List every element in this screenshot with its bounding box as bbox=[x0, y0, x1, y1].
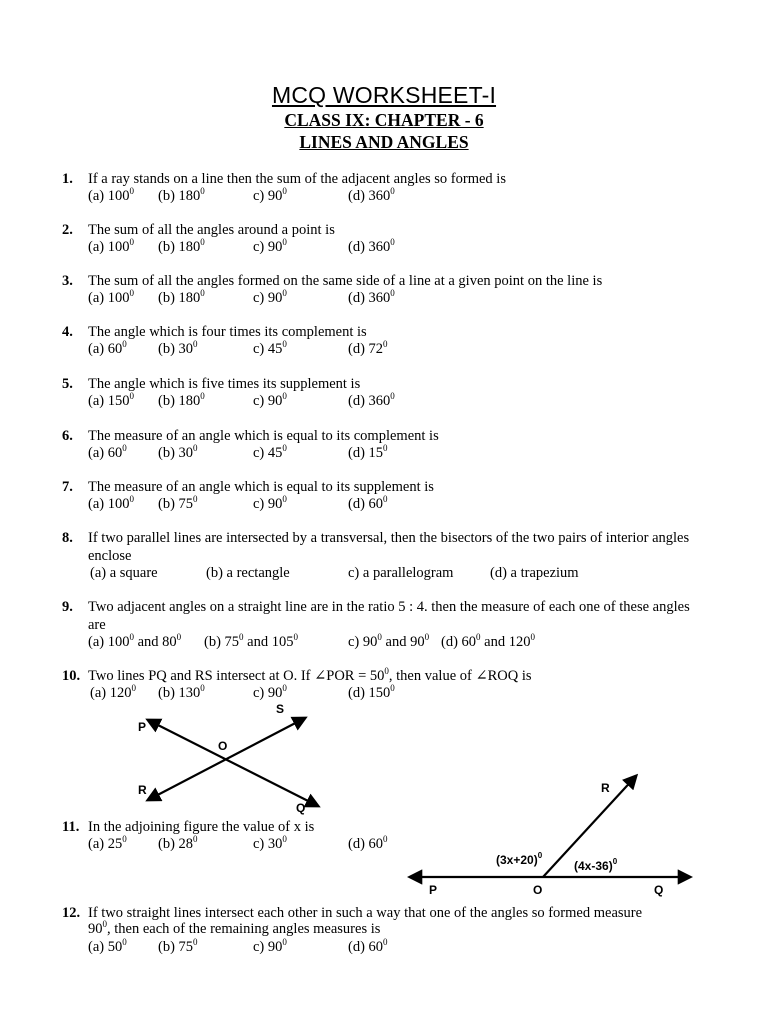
options-row bbox=[88, 289, 708, 307]
option-d: (d) $60^0$ bbox=[348, 834, 388, 852]
label-p: P bbox=[429, 883, 438, 897]
angle-label-left: $(3x+20)^0$ bbox=[496, 851, 543, 867]
question-number: 5. bbox=[62, 376, 73, 392]
option-d: (d) $360^0$ bbox=[348, 186, 395, 204]
option-a: (a) a square bbox=[90, 565, 158, 581]
question-number: 8. bbox=[62, 530, 73, 546]
options-row bbox=[88, 633, 708, 651]
question-number: 3. bbox=[62, 273, 73, 289]
option-c: c) $90^0$ bbox=[253, 683, 287, 701]
option-b: (b) a rectangle bbox=[206, 565, 290, 581]
question-text: Two adjacent angles on a straight line are in the ratio 5 : 4. then the measure of each one of these angles are bbox=[88, 599, 690, 633]
question-text: If two parallel lines are intersected by a transversal, then the bisectors of the two pairs of interior angles enclose bbox=[88, 530, 690, 564]
question-number: 12. bbox=[62, 905, 81, 921]
question-text: The angle which is four times its complement is bbox=[88, 324, 367, 340]
options-row bbox=[88, 187, 708, 205]
label-q: Q bbox=[296, 801, 306, 815]
question-number: 2. bbox=[62, 222, 73, 238]
option-d: (d) $150^0$ bbox=[348, 683, 395, 701]
option-c: c) $90^0$ bbox=[253, 288, 287, 306]
option-c: c) $90^0$ bbox=[253, 237, 287, 255]
question-text: The angle which is five times its supplement is bbox=[88, 376, 361, 392]
option-a: (a) $100^0$ bbox=[88, 494, 134, 512]
options-row bbox=[88, 495, 708, 513]
option-d: (d) $60^0$ bbox=[348, 494, 388, 512]
question-text: The sum of all the angles formed on the same side of a line at a given point on the line is bbox=[88, 273, 603, 289]
option-c: c) $30^0$ bbox=[253, 834, 287, 852]
intersecting-lines-figure bbox=[120, 700, 340, 815]
option-a: (a) $100^0$ bbox=[88, 237, 134, 255]
question-text: The measure of an angle which is equal to its complement is bbox=[88, 428, 439, 444]
option-b: (b) $75^0$ bbox=[158, 937, 198, 955]
worksheet-title: MCQ WORKSHEET-I bbox=[271, 82, 497, 108]
option-b: (b) $130^0$ bbox=[158, 683, 205, 701]
question-text: If two straight lines intersect each other in such a way that one of the angles so formed measure bbox=[88, 905, 643, 921]
option-d: (d) $72^0$ bbox=[348, 339, 388, 357]
question-text: Two lines PQ and RS intersect at O. If ∠POR = $50^0$, then value of ∠ROQ is bbox=[88, 666, 532, 684]
option-b: (b) $75^0$ and $105^0$ bbox=[204, 632, 298, 650]
label-s: S bbox=[276, 702, 285, 716]
question-text: In the adjoining figure the value of x is bbox=[88, 819, 315, 835]
option-b: (b) $30^0$ bbox=[158, 443, 198, 461]
option-a: (a) $25^0$ bbox=[88, 834, 127, 852]
option-b: (b) $180^0$ bbox=[158, 186, 205, 204]
label-o: O bbox=[218, 739, 228, 753]
option-b: (b) $180^0$ bbox=[158, 288, 205, 306]
label-q: Q bbox=[654, 883, 664, 897]
options-row bbox=[88, 238, 708, 256]
option-c: c) a parallelogram bbox=[348, 565, 454, 581]
option-a: (a) $60^0$ bbox=[88, 443, 127, 461]
option-c: c) $90^0$ bbox=[253, 494, 287, 512]
option-a: (a) $100^0$ bbox=[88, 288, 134, 306]
topic-heading: LINES AND ANGLES bbox=[299, 132, 469, 152]
option-d: (d) $60^0$ and $120^0$ bbox=[441, 632, 535, 650]
question-text: The sum of all the angles around a point is bbox=[88, 222, 335, 238]
option-c: c) $90^0$ and $90^0$ bbox=[348, 632, 430, 650]
option-d: (d) $360^0$ bbox=[348, 288, 395, 306]
question-number: 11. bbox=[62, 819, 80, 835]
options-row bbox=[88, 564, 708, 582]
question-number: 10. bbox=[62, 668, 81, 684]
option-b: (b) $30^0$ bbox=[158, 339, 198, 357]
question-number: 4. bbox=[62, 324, 73, 340]
options-row bbox=[88, 938, 708, 956]
option-b: (b) $28^0$ bbox=[158, 834, 198, 852]
label-p: P bbox=[138, 720, 147, 734]
question-number: 6. bbox=[62, 428, 73, 444]
option-a: (a) $50^0$ bbox=[88, 937, 127, 955]
options-row bbox=[88, 340, 708, 358]
ray-on-line-figure bbox=[400, 770, 700, 900]
label-o: O bbox=[533, 883, 543, 897]
question-text: The measure of an angle which is equal to its supplement is bbox=[88, 479, 434, 495]
question-number: 7. bbox=[62, 479, 73, 495]
question-number: 9. bbox=[62, 599, 73, 615]
question-number: 1. bbox=[62, 171, 73, 187]
option-c: c) $90^0$ bbox=[253, 937, 287, 955]
option-a: (a) $120^0$ bbox=[90, 683, 136, 701]
options-row bbox=[88, 444, 708, 462]
option-c: c) $45^0$ bbox=[253, 443, 287, 461]
option-d: (d) $15^0$ bbox=[348, 443, 388, 461]
line-pq bbox=[148, 720, 318, 806]
option-a: (a) $150^0$ bbox=[88, 391, 134, 409]
question-text: If a ray stands on a line then the sum of the adjacent angles so formed is bbox=[88, 171, 506, 187]
option-b: (b) $180^0$ bbox=[158, 391, 205, 409]
question-text-continued: $90^0$, then each of the remaining angles measures is bbox=[88, 919, 381, 937]
option-d: (d) a trapezium bbox=[490, 565, 579, 581]
option-c: c) $45^0$ bbox=[253, 339, 287, 357]
label-r: R bbox=[138, 783, 147, 797]
option-d: (d) $60^0$ bbox=[348, 937, 388, 955]
option-b: (b) $180^0$ bbox=[158, 237, 205, 255]
option-c: c) $90^0$ bbox=[253, 391, 287, 409]
class-chapter-heading: CLASS IX: CHAPTER - 6 bbox=[284, 110, 484, 130]
angle-label-right: $(4x-36)^0$ bbox=[574, 857, 618, 873]
option-a: (a) $100^0$ bbox=[88, 186, 134, 204]
option-d: (d) $360^0$ bbox=[348, 391, 395, 409]
option-a: (a) $100^0$ and $80^0$ bbox=[88, 632, 182, 650]
option-c: c) $90^0$ bbox=[253, 186, 287, 204]
label-r: R bbox=[601, 781, 610, 795]
option-d: (d) $360^0$ bbox=[348, 237, 395, 255]
option-b: (b) $75^0$ bbox=[158, 494, 198, 512]
options-row bbox=[88, 392, 708, 410]
option-a: (a) $60^0$ bbox=[88, 339, 127, 357]
